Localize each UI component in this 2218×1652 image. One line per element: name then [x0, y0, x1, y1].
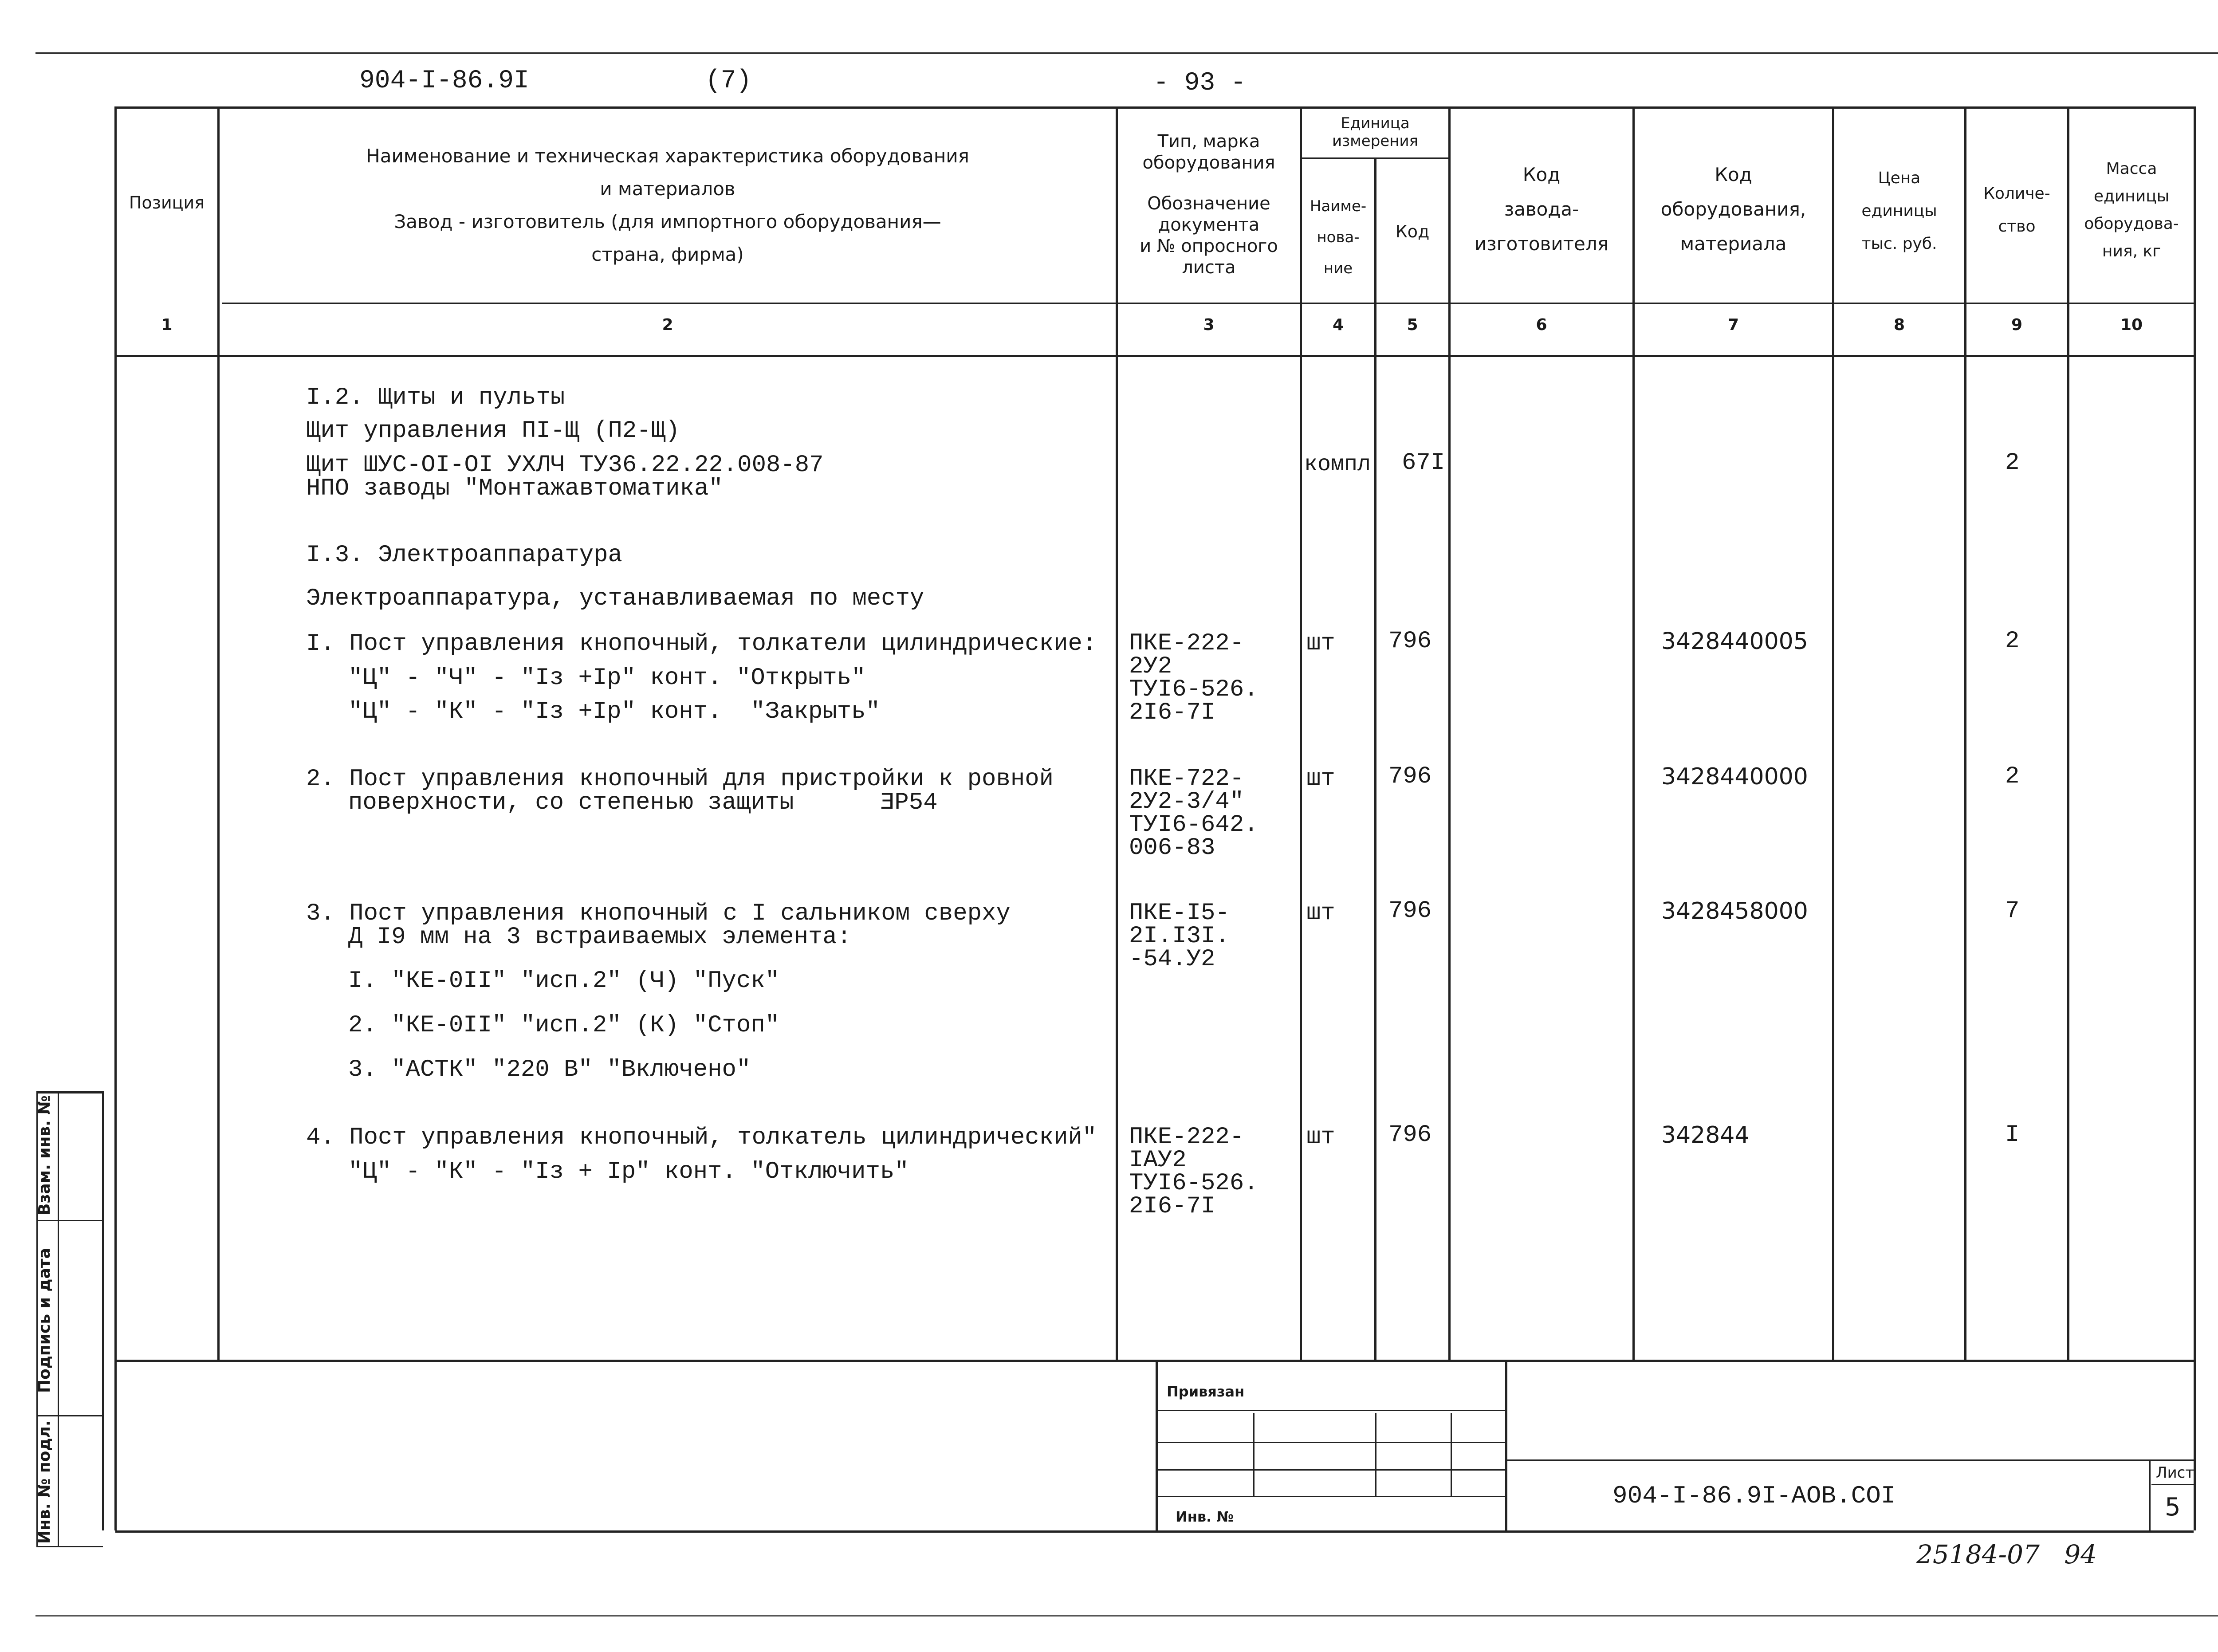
- header-quantity: [1966, 177, 2067, 243]
- side-stamp-top: [36, 1091, 103, 1093]
- sheet-box-left: [2149, 1459, 2151, 1530]
- item-3-material: 3428458000: [1661, 898, 1808, 924]
- title-block-bottom-line: [115, 1530, 2194, 1533]
- col6-border: [1632, 106, 1635, 1360]
- item-3-line2: Д I9 мм на 3 встраиваемых элемента:: [348, 924, 852, 951]
- col-number-1: 1: [161, 316, 173, 334]
- section-1-2-line2: Щит ШУС-OI-OI УХЛЧ ТУ36.22.22.008-87: [306, 452, 824, 479]
- col3-border: [1300, 106, 1302, 1360]
- item-3-type-line3: -54.У2: [1129, 946, 1215, 973]
- col-number-2: 2: [662, 316, 673, 334]
- header-type-line1: Тип, марка: [1157, 131, 1260, 152]
- item-4-type: [1129, 1126, 1258, 1218]
- header-type-line2: оборудования: [1142, 153, 1275, 173]
- side-label-podpis: Подпись и дата: [35, 1248, 54, 1393]
- header-mass-line2: единицы: [2093, 187, 2170, 205]
- side-label-inv-podl: Инв. № подл.: [35, 1420, 54, 1544]
- header-maker-line2: завода-: [1504, 198, 1579, 220]
- col-number-5: 5: [1407, 316, 1418, 334]
- title-block-left-border: [1156, 1360, 1158, 1530]
- header-unit-name: [1302, 191, 1374, 284]
- section-1-2-code: 67I: [1402, 449, 1445, 476]
- header-mass: [2069, 155, 2194, 265]
- header-material-line3: материала: [1680, 233, 1787, 255]
- side-stamp-sep1: [36, 1220, 103, 1221]
- item-2-type-line1: ПКЕ-722-: [1129, 765, 1244, 792]
- section-1-2-unit: компл: [1304, 452, 1371, 477]
- item-2-line2: поверхности, со степенью защиты ƎР54: [348, 789, 938, 816]
- item-1-line1: I. Пост управления кнопочный, толкатели цилиндрические:: [306, 630, 1097, 657]
- header-material-line2: оборудования,: [1660, 198, 1806, 220]
- section-1-2-title: I.2. Щиты и пульты: [306, 384, 565, 411]
- privyazan-label: Привязан: [1167, 1383, 1245, 1400]
- item-1-type-line3: ТУI6-526.: [1129, 676, 1258, 703]
- item-3-line1: 3. Пост управления кнопочный с I сальником сверху: [306, 900, 1011, 927]
- col4-border: [1374, 157, 1376, 1360]
- header-material-code: [1635, 157, 1832, 261]
- header-name-line2: и материалов: [600, 178, 735, 200]
- title-block-line3: [1158, 1469, 1505, 1471]
- item-4-type-line2: IАУ2: [1129, 1147, 1187, 1174]
- col-number-6: 6: [1536, 316, 1547, 334]
- title-block-mid-border: [1505, 1360, 1507, 1530]
- header-price-line2: единицы: [1861, 202, 1937, 220]
- page-bottom-border: [35, 1615, 2218, 1617]
- header-mass-line4: ния, кг: [2102, 242, 2161, 260]
- section-1-2-qty: 2: [2005, 449, 2020, 476]
- inventory-number-label: Инв. №: [1176, 1508, 1234, 1525]
- header-maker-line3: изготовителя: [1474, 233, 1609, 255]
- title-block-line2: [1158, 1442, 1505, 1443]
- header-name-line4: страна, фирма): [591, 244, 744, 265]
- col2-border: [1116, 106, 1118, 1360]
- header-type-line5: и № опросного: [1140, 236, 1278, 256]
- section-1-3-subtitle: Электроаппаратура, устанавливаемая по месту: [306, 585, 924, 612]
- page-number: - 93 -: [1153, 69, 1246, 98]
- header-unit-line2: измерения: [1332, 132, 1419, 150]
- item-2-material: 3428440000: [1661, 763, 1808, 790]
- item-1-qty: 2: [2005, 628, 2020, 655]
- header-maker-line1: Код: [1522, 164, 1561, 185]
- handwritten-note: 25184-07 94: [1916, 1539, 2097, 1569]
- item-3-code: 796: [1388, 897, 1432, 924]
- col1-border: [217, 106, 220, 1360]
- header-price-line1: Цена: [1878, 169, 1921, 187]
- item-4-material: 342844: [1661, 1122, 1750, 1149]
- table-top-line: [115, 106, 2194, 109]
- header-unit-name-line3: ние: [1323, 260, 1353, 277]
- item-2-type-line2: 2У2-3/4": [1129, 788, 1244, 815]
- item-2-type: [1129, 767, 1258, 860]
- header-quantity-line1: Количе-: [1983, 185, 2050, 203]
- item-2-type-line4: 006-83: [1129, 834, 1215, 861]
- item-2-unit: шт: [1306, 765, 1335, 792]
- col-number-7: 7: [1727, 316, 1739, 334]
- numbers-bottom-line: [115, 355, 2194, 357]
- section-1-2-line1: Щит управления ПI-Щ (П2-Щ): [306, 417, 680, 444]
- item-1-unit: шт: [1306, 630, 1335, 657]
- item-3-type-line2: 2I.I3I.: [1129, 923, 1230, 950]
- side-stamp-sep2: [36, 1415, 103, 1416]
- header-name-line1: Наименование и техническая характеристика оборудования: [366, 145, 969, 167]
- item-3-qty: 7: [2005, 897, 2020, 924]
- item-2-line1: 2. Пост управления кнопочный для пристройки к ровной: [306, 766, 1054, 793]
- header-unit-line1: Единица: [1341, 114, 1410, 132]
- header-unit-group: [1302, 114, 1448, 150]
- item-4-code: 796: [1388, 1121, 1432, 1149]
- sheet-number: 5: [2165, 1493, 2181, 1522]
- header-type-line4: документа: [1158, 215, 1260, 235]
- item-1-line2: "Ц" - "Ч" - "Iз +Iр" конт. "Открыть": [348, 665, 866, 692]
- item-4-line1: 4. Пост управления кнопочный, толкатель цилиндрический": [306, 1124, 1097, 1151]
- header-name-line3: Завод - изготовитель (для импортного оборудования—: [394, 211, 941, 232]
- header-price: [1834, 162, 1964, 260]
- sheet-box-mid: [2151, 1484, 2194, 1485]
- header-unit-name-line2: нова-: [1317, 228, 1360, 246]
- side-stamp-right: [102, 1091, 104, 1530]
- title-block-cell-v1: [1253, 1413, 1255, 1496]
- col9-border: [2067, 106, 2069, 1360]
- side-label-vzam: Взам. инв. №: [35, 1095, 54, 1215]
- title-block-line4: [1158, 1496, 1505, 1497]
- title-block-right-line: [1507, 1459, 2194, 1461]
- title-block-cell-v3: [1451, 1413, 1452, 1496]
- body-bottom-line: [115, 1360, 2194, 1362]
- item-1-type-line4: 2I6-7I: [1129, 699, 1215, 726]
- item-3-type-line1: ПКЕ-I5-: [1129, 900, 1230, 927]
- item-1-line3: "Ц" - "К" - "Iз +Iр" конт. "Закрыть": [348, 698, 880, 725]
- header-unit-code: Код: [1395, 222, 1430, 241]
- col-right-border: [2194, 106, 2196, 1530]
- item-1-code: 796: [1388, 628, 1432, 655]
- sheet-code: 904-I-86.9I-АОВ.СОI: [1612, 1482, 1896, 1510]
- side-stamp-inner: [58, 1091, 59, 1546]
- header-type-line3: Обозначение: [1147, 193, 1270, 214]
- col-number-8: 8: [1893, 316, 1905, 334]
- item-1-material: 3428440005: [1661, 628, 1808, 655]
- item-3-type: [1129, 902, 1230, 971]
- item-1-type: [1129, 632, 1258, 724]
- header-maker-code: [1451, 157, 1632, 261]
- header-name: [220, 140, 1116, 271]
- header-mass-line1: Масса: [2106, 160, 2157, 178]
- header-type: [1118, 131, 1300, 278]
- col-number-10: 10: [2120, 316, 2143, 334]
- side-stamp-bottom: [36, 1546, 103, 1547]
- title-block-line1: [1158, 1410, 1505, 1411]
- header-quantity-line2: ство: [1998, 217, 2036, 236]
- header-material-line1: Код: [1715, 164, 1752, 185]
- item-3-unit: шт: [1306, 900, 1335, 927]
- section-1-3-title: I.3. Электроаппаратура: [306, 542, 622, 569]
- item-2-qty: 2: [2005, 763, 2020, 790]
- col8-border: [1964, 106, 1966, 1360]
- item-3-sub1: I. "КЕ-0II" "исп.2" (Ч) "Пуск": [348, 968, 780, 995]
- item-4-qty: I: [2005, 1121, 2020, 1149]
- item-4-line2: "Ц" - "К" - "Iз + Iр" конт. "Отключить": [348, 1158, 909, 1185]
- col5-border: [1448, 106, 1451, 1360]
- section-1-2-line3: НПО заводы "Монтажавтоматика": [306, 475, 723, 502]
- header-type-line6: листа: [1182, 257, 1236, 278]
- item-3-sub2: 2. "КЕ-0II" "исп.2" (К) "Стоп": [348, 1012, 780, 1039]
- header-mass-line3: оборудова-: [2084, 215, 2179, 233]
- col-number-9: 9: [2011, 316, 2023, 334]
- item-4-type-line3: ТУI6-526.: [1129, 1170, 1258, 1197]
- doc-code: 904-I-86.9I: [359, 67, 529, 95]
- doc-page-index: (7): [705, 67, 752, 95]
- item-1-type-line1: ПКЕ-222-: [1129, 630, 1244, 657]
- item-4-type-line4: 2I6-7I: [1129, 1193, 1215, 1220]
- col-number-4: 4: [1332, 316, 1344, 334]
- title-block-cell-v2: [1375, 1413, 1376, 1496]
- header-unit-name-line1: Наиме-: [1310, 197, 1367, 215]
- item-4-unit: шт: [1306, 1124, 1335, 1151]
- header-bottom-line: [222, 303, 2194, 304]
- item-2-type-line3: ТУI6-642.: [1129, 811, 1258, 838]
- item-4-type-line1: ПКЕ-222-: [1129, 1124, 1244, 1151]
- item-1-type-line2: 2У2: [1129, 653, 1172, 680]
- header-price-line3: тыс. руб.: [1861, 235, 1937, 253]
- sheet-label: Лист: [2156, 1464, 2194, 1482]
- item-3-sub3: 3. "АСТК" "220 В" "Включено": [348, 1056, 751, 1083]
- page-top-border: [35, 52, 2218, 54]
- item-2-code: 796: [1388, 763, 1432, 790]
- header-position: Позиция: [129, 193, 205, 212]
- col7-border: [1832, 106, 1834, 1360]
- col-number-3: 3: [1203, 316, 1215, 334]
